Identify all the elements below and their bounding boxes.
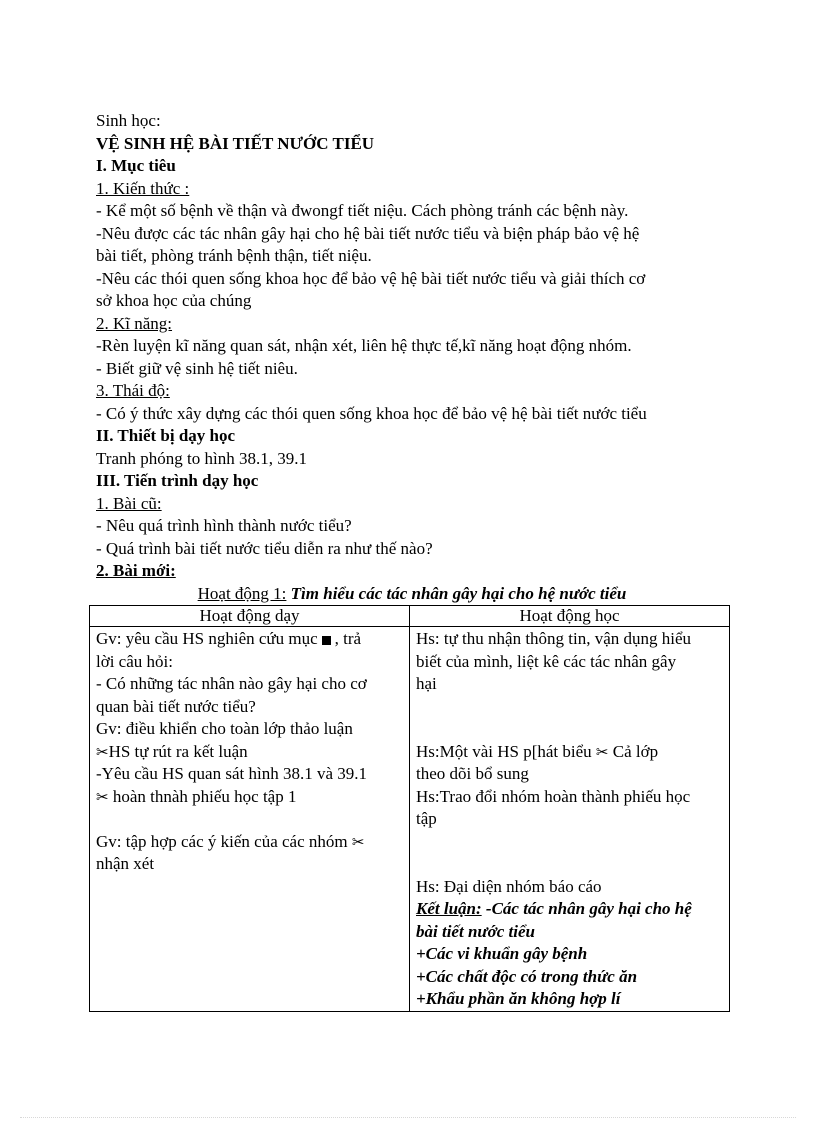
document-page <box>96 110 728 605</box>
attitude-line: - Có ý thức xây dựng các thói quen sống khoa học để bảo vệ hệ bài tiết nước tiểu <box>96 403 647 423</box>
teacher-line: Gv: điều khiển cho toàn lớp thảo luận <box>96 719 353 738</box>
student-line: biết của mình, liệt kê các tác nhân gây <box>416 651 677 671</box>
teacher-line: - Có những tác nhân nào gây hại cho cơ <box>96 674 367 693</box>
scissors-icon: ✂ <box>96 742 109 761</box>
conclusion-line: +Các vi khuẩn gây bệnh <box>416 944 588 963</box>
teacher-line: HS tự rút ra kết luận <box>108 741 248 761</box>
knowledge-line: bài tiết, phòng tránh bệnh thận, tiết niệu. <box>96 246 372 265</box>
student-line: Hs: tự thu nhận thông tin, vận dụng hiểu <box>416 629 692 648</box>
table-header-row <box>90 606 730 627</box>
new-lesson-heading: 2. Bài mới: <box>96 561 176 580</box>
conclusion-line: +Khẩu phần ăn không hợp lí <box>416 989 621 1008</box>
column-header-student: Hoạt động học <box>410 606 730 627</box>
activity-table <box>89 605 730 1012</box>
old-lesson-heading: 1. Bài cũ: <box>96 493 162 513</box>
conclusion-line: +Các chất độc có trong thức ăn <box>416 966 638 986</box>
student-line: Hs:Một vài HS p[hát biểu <box>416 741 592 761</box>
black-square-icon <box>322 636 331 645</box>
conclusion-label: Kết luận: <box>416 899 482 918</box>
page-title: VỆ SINH HỆ BÀI TIẾT NƯỚC TIỂU <box>96 133 375 153</box>
teacher-line: lời câu hỏi: <box>96 651 173 671</box>
knowledge-line: -Nêu được các tác nhân gây hại cho hệ bài tiết nước tiểu và biện pháp bảo vệ hệ <box>96 223 640 243</box>
student-line: theo dõi bổ sung <box>416 764 529 783</box>
attitude-heading: 3. Thái độ: <box>96 381 170 400</box>
conclusion-line: bài tiết nước tiểu <box>416 921 535 941</box>
teacher-line: quan bài tiết nước tiểu? <box>96 696 256 716</box>
teacher-line: , trả <box>334 629 362 648</box>
teacher-line: Gv: tập hợp các ý kiến của các nhóm <box>96 831 348 851</box>
page-bottom-divider <box>20 1117 796 1118</box>
section-objectives-heading: I. Mục tiêu <box>96 156 176 175</box>
skills-line: -Rèn luyện kĩ năng quan sát, nhận xét, liên hệ thực tế,kĩ năng hoạt động nhóm. <box>96 336 632 355</box>
student-cell <box>410 627 730 1012</box>
scissors-icon: ✂ <box>351 832 365 851</box>
teacher-line: hoàn thnàh phiếu học tập 1 <box>108 786 297 806</box>
student-line: Hs: Đại diện nhóm báo cáo <box>416 876 602 896</box>
activity-label: Hoạt động 1: <box>197 583 287 603</box>
student-line: hại <box>416 674 437 693</box>
section-equipment-heading: II. Thiết bị dạy học <box>96 426 236 445</box>
student-line: Hs:Trao đổi nhóm hoàn thành phiếu học <box>416 786 691 806</box>
old-lesson-line: - Quá trình bài tiết nước tiểu diễn ra như thế nào? <box>96 538 433 558</box>
table-row <box>90 627 730 1012</box>
teacher-cell <box>90 627 410 1012</box>
student-line: Cả lớp <box>612 741 659 761</box>
activity-caption <box>96 583 728 606</box>
scissors-icon: ✂ <box>96 787 109 806</box>
column-header-teacher: Hoạt động dạy <box>90 606 410 627</box>
conclusion-text: -Các tác nhân gây hại cho hệ <box>481 899 692 918</box>
section-process-heading: III. Tiến trình dạy học <box>96 471 259 490</box>
teacher-line: Gv: yêu cầu HS nghiên cứu mục <box>96 629 318 648</box>
student-line: tập <box>416 809 437 828</box>
knowledge-heading: 1. Kiến thức : <box>96 178 190 198</box>
knowledge-line: - Kể một số bệnh về thận và đwongf tiết niệu. Cách phòng tránh các bệnh này. <box>96 201 629 220</box>
teacher-line: -Yêu cầu HS quan sát hình 38.1 và 39.1 <box>96 764 368 783</box>
knowledge-line: -Nêu các thói quen sống khoa học để bảo vệ hệ bài tiết nước tiểu và giải thích cơ <box>96 268 646 288</box>
skills-heading: 2. Kĩ năng: <box>96 313 173 333</box>
teacher-line: nhận xét <box>96 854 155 873</box>
equipment-line: Tranh phóng to hình 38.1, 39.1 <box>96 448 307 468</box>
scissors-icon: ✂ <box>595 742 609 761</box>
knowledge-line: sở khoa học của chúng <box>96 291 252 310</box>
old-lesson-line: - Nêu quá trình hình thành nước tiểu? <box>96 516 352 535</box>
subject-label: Sinh học: <box>96 111 161 130</box>
skills-line: - Biết giữ vệ sinh hệ tiết niêu. <box>96 358 298 378</box>
activity-title: Tìm hiểu các tác nhân gây hại cho hệ nước tiểu <box>290 583 627 603</box>
